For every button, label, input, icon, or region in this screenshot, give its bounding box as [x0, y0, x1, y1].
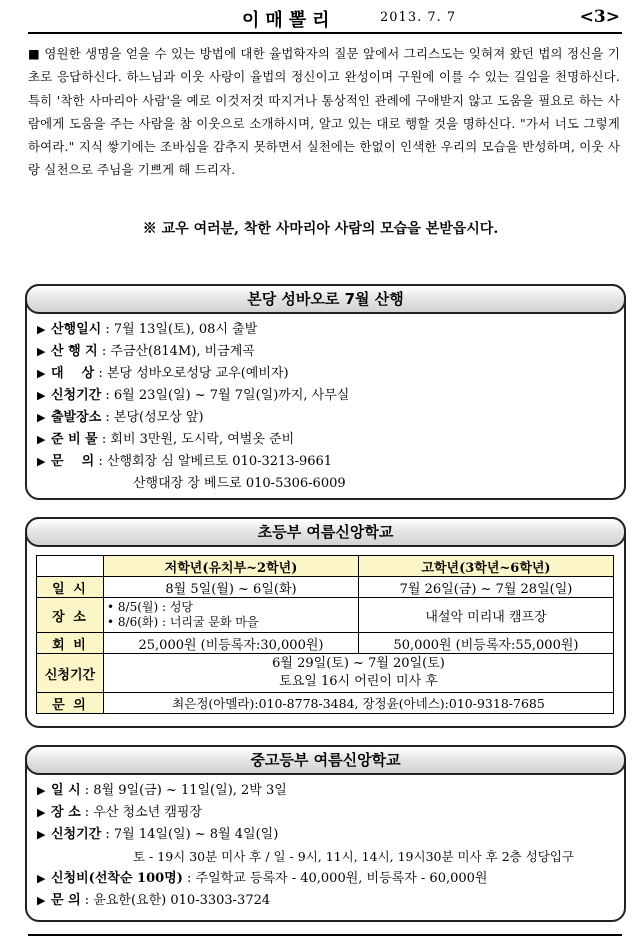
triangle-icon: ▶ — [37, 455, 46, 468]
middle-high-title: 중고등부 여름신앙학교 — [25, 745, 626, 775]
triangle-icon: ▶ — [37, 806, 46, 819]
hiking-title: 본당 성바오로 7월 산행 — [25, 284, 626, 314]
footer-divider — [28, 934, 622, 936]
slogan: ※ 교우 여러분, 착한 사마리아 사람의 모습을 본받읍시다. — [142, 221, 499, 237]
list-item: ▶ 신청비(선착순 100명) : 주일학교 등록자 - 40,000원, 비등록자 - 60,000원 — [37, 868, 618, 890]
triangle-icon: ▶ — [37, 367, 46, 380]
table-row — [37, 556, 614, 577]
elementary-section — [25, 517, 626, 728]
triangle-icon: ▶ — [37, 872, 46, 885]
elementary-schedule-table — [36, 555, 614, 714]
triangle-icon: ▶ — [37, 784, 46, 797]
page-number: <3> — [579, 7, 620, 27]
elementary-title: 초등부 여름신앙학교 — [25, 517, 626, 547]
table-row: 신청기간 6월 29일(토) ~ 7월 20일(토) 토요일 16시 어린이 미사 후 — [37, 654, 614, 693]
list-item: ▶ 대 상 : 본당 성바오로성당 교우(예비자) — [37, 363, 618, 385]
list-item: ▶ 산행일시 : 7월 13일(토), 08시 출발 — [37, 319, 618, 341]
triangle-icon: ▶ — [37, 389, 46, 402]
list-item: ▶ 산 행 지 : 주금산(814M), 비금계곡 — [37, 341, 618, 363]
list-item: ▶ 신청기간 : 7월 14일(일) ~ 8월 4일(일) — [37, 824, 618, 846]
table-row: 회 비 25,000원 (비등록자:30,000원) 50,000원 (비등록자:55,000원) — [37, 633, 614, 654]
newsletter-title: 이매뽈리 — [242, 10, 336, 31]
list-item: ▶ 신청기간 : 6월 23일(일) ~ 7월 7일(일)까지, 사무실 — [37, 385, 618, 407]
triangle-icon: ▶ — [37, 323, 46, 336]
list-item: ▶ 장 소 : 우산 청소년 캠핑장 — [37, 802, 618, 824]
table-row: 장 소 • 8/5(월) : 성당 • 8/6(화) : 너리굴 문화 마을 내설악 미리내 캠프장 — [37, 598, 614, 633]
newsletter-header — [28, 6, 620, 30]
col-high-grade: 고학년(3학년~6학년) — [359, 556, 614, 577]
hiking-extra-contact: 산행대장 장 베드로 010-5306-6009 — [133, 476, 346, 491]
apply-detail: 토 - 19시 30분 미사 후 / 일 - 9시, 11시, 14시, 19시30분 미사 후 2층 성당입구 — [133, 849, 574, 864]
table-row: 문 의 최은정(아멜라):010-8778-3484, 장정윤(아네스):010-9318-7685 — [37, 693, 614, 714]
issue-date: 2013. 7. 7 — [380, 10, 457, 25]
list-item: ▶ 준 비 물 : 회비 3만원, 도시락, 여벌옷 준비 — [37, 429, 618, 451]
triangle-icon: ▶ — [37, 345, 46, 358]
triangle-icon: ▶ — [37, 433, 46, 446]
triangle-icon: ▶ — [37, 411, 46, 424]
middle-high-section — [25, 745, 626, 922]
header-divider — [28, 32, 622, 34]
gospel-reflection: ■ 영원한 생명을 얻을 수 있는 방법에 대한 율법학자의 질문 앞에서 그리스도는 잊혀져 왔던 법의 정신을 기초로 응답하신다. 하느님과 이웃 사랑이 율법의 정신이고 완성이며 구원에 이를 수 있는 길임을 천명하신다. 특히 '착한 사마리아 사람'을 예로 이것저것 따지거나 통상적인 관례에 구애받지 않고 도움을 필요로 하는 사람에게 도움을 주는 사람을 참 이웃으로 소개하시며, 알고 있는 대로 행할 것을 명하신다. "가서 너도 그렇게 하여라." 지식 쌓기에는 조바심을 감추지 못하면서 실천에는 한없이 인색한 우리의 모습을 반성하며, 이웃 사랑 실천으로 주님을 기쁘게 해 드리자. — [28, 46, 620, 178]
table-row: 일 시 8월 5일(월) ~ 6일(화) 7월 26일(금) ~ 7월 28일(일) — [37, 577, 614, 598]
triangle-icon: ▶ — [37, 894, 46, 907]
triangle-icon: ▶ — [37, 828, 46, 841]
list-item: ▶ 출발장소 : 본당(성모상 앞) — [37, 407, 618, 429]
list-item: ▶ 문 의 : 산행회장 심 알베르토 010-3213-9661 — [37, 451, 618, 473]
hiking-section — [25, 284, 626, 500]
list-item: ▶ 문 의 : 윤요한(요한) 010-3303-3724 — [37, 890, 618, 912]
list-item: ▶ 일 시 : 8월 9일(금) ~ 11일(일), 2박 3일 — [37, 780, 618, 802]
col-low-grade: 저학년(유치부~2학년) — [104, 556, 359, 577]
